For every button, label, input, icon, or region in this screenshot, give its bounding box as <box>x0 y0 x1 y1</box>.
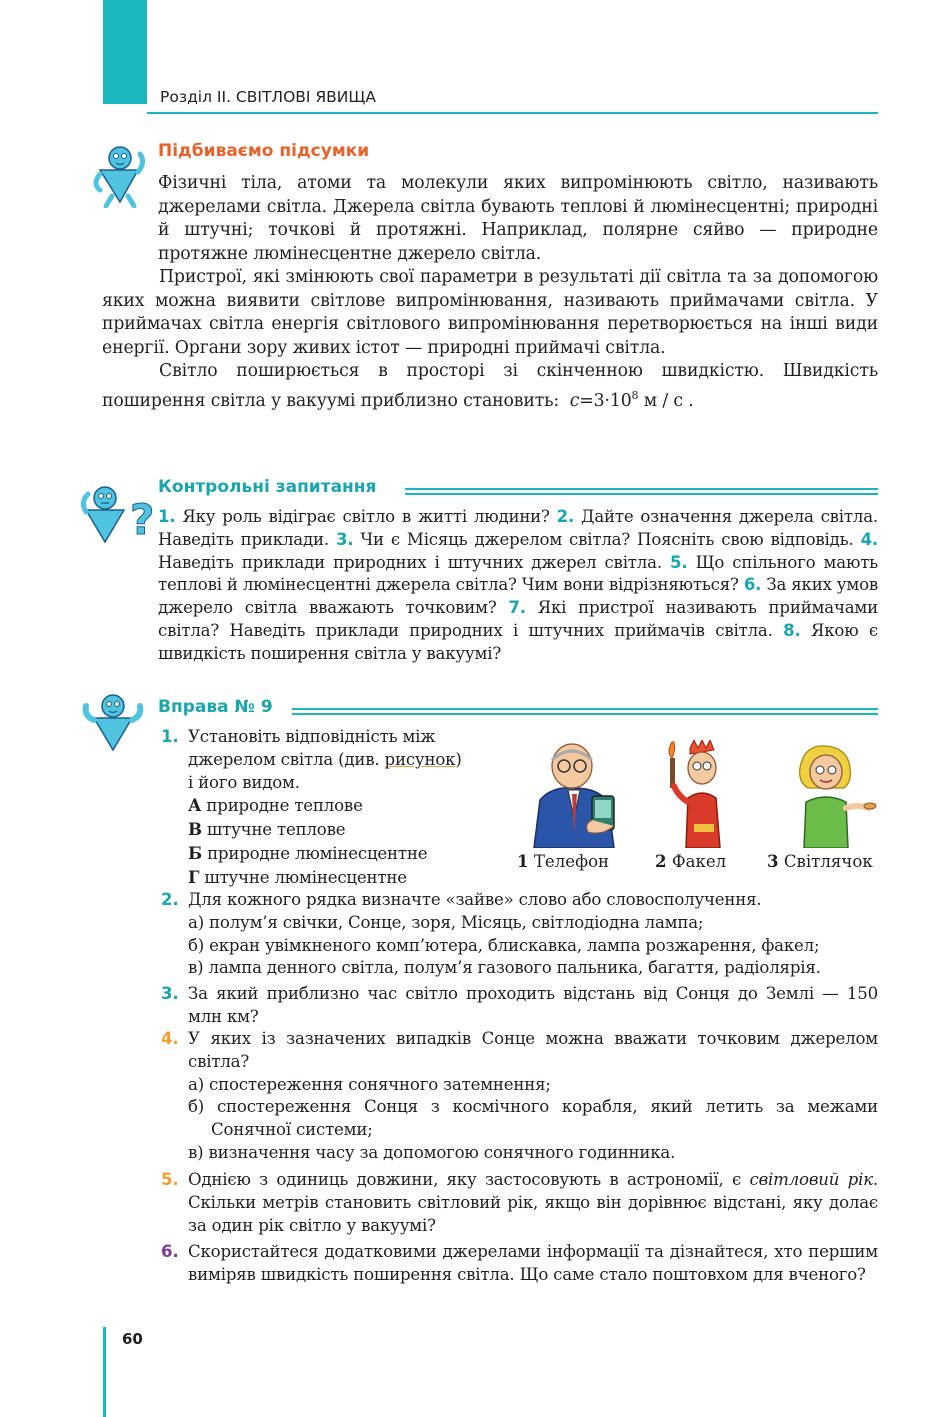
exercise-1-line-2c: ) <box>455 749 462 769</box>
exercise-5-number: 5. <box>161 1170 179 1189</box>
option-text: штучне люмінесцентне <box>204 867 407 887</box>
question-number: 2. <box>556 507 575 526</box>
exercise-1-option-3 <box>188 866 488 890</box>
exercise-1-line-3: і його видом. <box>188 772 300 792</box>
question-text: За яких умов джерело світла вважають точковим? <box>158 575 879 618</box>
mascot-question-icon <box>80 482 156 548</box>
exercise-5-text-3: . Скільки метрів становить світловий рік, якщо він дорівнює відстані, яку долає за один рік світло у вакуумі? <box>188 1170 878 1235</box>
person-with-torch-illustration <box>660 740 740 848</box>
exercise-2-b: б) екран увімкненого комп’ютера, блискавка, лампа розжарення, факел; <box>188 935 820 955</box>
exercise-4-b: б) спостереження Сонця з космічного корабля, який летить за межами Сонячної системи; <box>188 1097 878 1140</box>
exercise-1-line-2 <box>188 749 488 772</box>
question-number: 4. <box>860 529 879 549</box>
exercise-1 <box>161 726 488 890</box>
question-number: 7. <box>508 598 526 618</box>
footer-color-bar <box>103 1327 106 1417</box>
page-number: 60 <box>122 1330 143 1348</box>
option-text: штучне теплове <box>206 820 346 840</box>
option-text: природне люмінесцентне <box>207 843 428 863</box>
questions-title-rule <box>405 488 878 495</box>
header-color-bar <box>103 0 147 104</box>
question-number: 5. <box>670 552 688 572</box>
exercise-title: Вправа № 9 <box>158 697 273 717</box>
exercise-title-rule <box>292 708 878 715</box>
exercise-6 <box>161 1241 878 1287</box>
exercise-2-c: в) лампа денного світла, полум’я газового пальника, багаття, радіолярія. <box>188 958 821 978</box>
formula-lhs: c <box>569 390 580 411</box>
exercise-4-c: в) визначення часу за допомогою сонячного годинника. <box>188 1142 676 1162</box>
exercise-1-option-1 <box>188 818 488 842</box>
caption-text: Телефон <box>533 852 610 871</box>
option-key: Б <box>188 842 202 863</box>
exercise-2-a: а) полум’я свічки, Сонце, зоря, Місяць, світлодіодна лампа; <box>188 912 704 932</box>
question-number: 8. <box>783 620 801 640</box>
question-text: Чи є Місяць джерелом світла? Поясніть свою відповідь. <box>360 529 854 549</box>
option-key: Г <box>188 866 200 887</box>
summary-para-3: Світло поширюється в просторі зі скінченною швидкістю. Швидкість поширення світла у вакуумі приблизно становить: $c=3\cdot 10^8$ м / с . <box>102 361 878 411</box>
exercise-3-text: За який приблизно час світло проходить відстань від Сонця до Землі — 150 млн км? <box>188 984 878 1026</box>
exercise-5-text-1: Однією з одиниць довжини, яку застосовують в астрономії, є <box>188 1170 742 1189</box>
caption-2 <box>655 851 726 871</box>
caption-text: Факел <box>671 852 727 871</box>
question-text: Які пристрої називають приймачами світла? Наведіть приклади природних і штучних приймачів світла. <box>158 598 878 640</box>
summary-text <box>102 172 878 413</box>
question-number: 3. <box>335 529 354 549</box>
question-text: Що спільного мають теплові й люмінесцентні джерела світла? Чим вони відрізняються? <box>158 552 879 595</box>
question-number: 6. <box>743 575 762 595</box>
formula-unit: м / с <box>643 390 683 411</box>
exercise-3-number: 3. <box>161 984 179 1003</box>
summary-title: Підбиваємо підсумки <box>158 141 370 161</box>
girl-with-firefly-illustration <box>790 742 880 848</box>
exercise-1-number: 1. <box>161 727 179 746</box>
exercise-4 <box>161 1028 878 1165</box>
question-text: Дайте означення джерела світла. Наведіть приклади. <box>158 507 879 549</box>
caption-key: 3 <box>767 851 779 871</box>
exercise-1-line-2a: джерелом світла (див. <box>188 749 380 769</box>
exercise-5-text <box>188 1169 878 1237</box>
question-text: Наведіть приклади природних і штучних джерел світла. <box>158 552 662 572</box>
question-text: Яку роль відіграє світло в житті людини? <box>182 507 550 526</box>
formula-exponent: 8 <box>631 388 639 402</box>
option-key: А <box>188 795 202 816</box>
exercise-4-a: а) спостереження сонячного затемнення; <box>188 1074 551 1094</box>
exercise-3 <box>161 983 878 1029</box>
caption-text: Світлячок <box>783 852 873 871</box>
exercise-2-text: Для кожного рядка визначте «зайве» слово або словосполучення. <box>188 890 762 909</box>
exercise-4-number: 4. <box>161 1029 179 1048</box>
exercise-5 <box>161 1169 878 1237</box>
exercise-6-text: Скористайтеся додатковими джерелами інформації та дізнайтеся, хто першим виміряв швидкість поширення світла. Що саме стало поштовхом для вченого? <box>188 1242 878 1284</box>
question-number: 1. <box>158 507 176 526</box>
exercise-1-line-1: Установіть відповідність між <box>188 727 436 746</box>
caption-3 <box>767 851 873 871</box>
questions-title: Контрольні запитання <box>158 477 377 497</box>
question-text: Якою є швидкість поширення світла у вакуумі? <box>158 620 878 663</box>
exercise-1-option-2 <box>188 842 488 866</box>
man-with-phone-illustration <box>522 738 632 848</box>
exercise-2-number: 2. <box>161 890 179 909</box>
caption-key: 2 <box>655 851 667 871</box>
figure-link[interactable]: рисунок <box>384 749 456 769</box>
questions-list <box>158 506 878 666</box>
caption-1 <box>517 851 609 871</box>
summary-para-1: Фізичні тіла, атоми та молекули яких випромінюють світло, називають джерелами світла. Джерела світла бувають теплові й люмінесцентні; природні й штучні; точкові й протяжні. Наприклад, полярне сяйво — природне протяжне люмінесцентне джерело світла. <box>158 173 878 264</box>
svg-text:?: ? <box>130 495 155 544</box>
exercise-2 <box>161 889 878 980</box>
exercise-5-term: світловий рік <box>749 1170 873 1189</box>
summary-para-2: Пристрої, які змінюють свої параметри в результаті дії світла та за допомогою яких можна виявити світлове випромінювання, називають приймачами світла. У приймачах світла енергія світлового випромінювання перетворюється на інші види енергії. Органи зору живих істот — природні приймачі світла. <box>102 267 878 358</box>
mascot-strong-icon <box>80 690 146 756</box>
caption-key: 1 <box>517 851 529 871</box>
chapter-title: Розділ ІІ. СВІТЛОВІ ЯВИЩА <box>160 88 376 106</box>
header-rule <box>147 112 878 114</box>
exercise-6-number: 6. <box>161 1242 179 1261</box>
formula-eq: = <box>579 390 594 411</box>
option-key: В <box>188 819 202 840</box>
formula-mantissa: 3·10 <box>593 390 632 411</box>
exercise-1-option-0 <box>188 794 488 818</box>
exercise-4-text: У яких із зазначених випадків Сонце можна вважати точковим джерелом світла? <box>188 1029 878 1071</box>
summary-para-3-text: Світло поширюється в просторі зі скінченною швидкістю. Швидкість поширення світла у вакуумі приблизно становить: <box>102 361 878 411</box>
option-text: природне теплове <box>206 796 363 816</box>
